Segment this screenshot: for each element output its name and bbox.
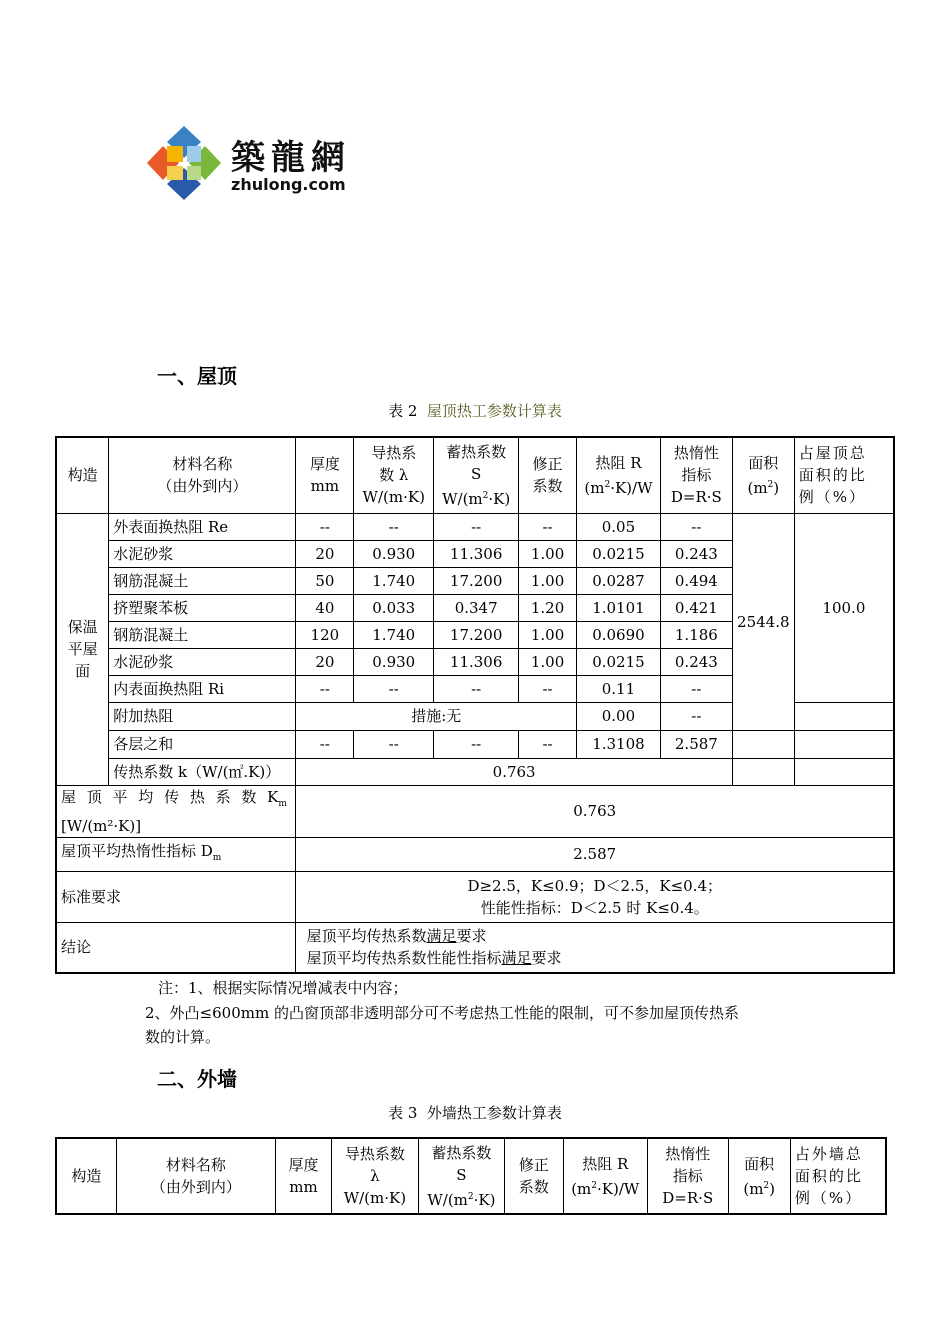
cell: -- [354, 730, 434, 758]
material-name: 钢筋混凝土 [109, 621, 296, 648]
header-cell: 占屋顶总 面积的比 例（%） [794, 437, 894, 513]
empty-cell [732, 730, 794, 758]
cell: 1.00 [519, 648, 577, 675]
table-caption-roof: 表 2 屋顶热工参数计算表 [388, 402, 562, 420]
table-row [56, 785, 894, 837]
header-cell: 材料名称 （由外到内） [109, 437, 296, 513]
cell: 2.587 [660, 730, 732, 758]
cell: -- [434, 675, 519, 702]
header-cell: 修正 系数 [519, 437, 577, 513]
cell: 0.11 [576, 675, 660, 702]
standard-line1: D≥2.5，K≤0.9；D＜2.5，K≤0.4； [467, 876, 723, 895]
cell: 1.740 [354, 621, 434, 648]
header-cell: 占外墙总 面积的比 例（%） [790, 1138, 886, 1214]
cell: -- [434, 513, 519, 540]
cell: 0.0215 [576, 648, 660, 675]
material-name: 钢筋混凝土 [109, 567, 296, 594]
empty-cell [732, 758, 794, 785]
header-cell: 热惰性 指标 D=R·S [660, 437, 732, 513]
cell: 0.347 [434, 594, 519, 621]
section-heading-wall: 二、外墙 [157, 1067, 237, 1091]
header-cell: 导热系数 λ W/(m·K) [332, 1138, 419, 1214]
logo-english-text: zhulong.com [231, 175, 346, 194]
cell: 1.186 [660, 621, 732, 648]
note-2: 2、外凸≤600mm 的凸窗顶部非透明部分可不考虑热工性能的限制，可不参加屋顶传热系 [145, 1004, 739, 1022]
note-1: 注：1、根据实际情况增减表中内容； [158, 979, 408, 997]
cell: 40 [296, 594, 354, 621]
cell: -- [660, 675, 732, 702]
standard-line2: 性能性指标：D＜2.5 时 K≤0.4。 [480, 898, 709, 917]
dm-value-cell: 2.587 [296, 837, 894, 871]
wall-table [55, 1137, 887, 1215]
cell: 1.20 [519, 594, 577, 621]
empty-cell [794, 730, 894, 758]
header-cell: 热阻 R $(m^2\cdot K)/W$ [576, 437, 660, 513]
conclusion-result: 满足 [501, 949, 532, 968]
header-cell: 厚度 mm [275, 1138, 331, 1214]
cell: 0.243 [660, 540, 732, 567]
cell: -- [354, 513, 434, 540]
material-name: 各层之和 [109, 730, 296, 758]
material-name: 挤塑聚苯板 [109, 594, 296, 621]
material-name: 水泥砂浆 [109, 540, 296, 567]
header-cell: 面积 $(m^2)$ [732, 437, 794, 513]
cell: 120 [296, 621, 354, 648]
header-cell: 修正 系数 [505, 1138, 563, 1214]
cell: 17.200 [434, 567, 519, 594]
km-sub: m [278, 798, 287, 809]
header-cell: 蓄热系数 S $W/(m^2\cdot K)$ [434, 437, 519, 513]
cell: 0.930 [354, 648, 434, 675]
cell: 11.306 [434, 648, 519, 675]
dm-label-cell [56, 837, 296, 871]
header-cell: 材料名称 （由外到内） [116, 1138, 275, 1214]
section-heading-roof: 一、屋顶 [157, 364, 237, 388]
cell: -- [296, 513, 354, 540]
conclusion-text: 要求 [456, 927, 487, 946]
cell: 50 [296, 567, 354, 594]
cell: 0.00 [576, 702, 660, 730]
cell: 1.0101 [576, 594, 660, 621]
cell: 0.243 [660, 648, 732, 675]
cell: -- [519, 675, 577, 702]
table-row [56, 871, 894, 922]
table-row [56, 922, 894, 973]
cell: -- [296, 675, 354, 702]
area-cell: 2544.8 [732, 513, 794, 730]
km-value-cell: 0.763 [296, 785, 894, 837]
cell: 1.00 [519, 567, 577, 594]
cell: 0.033 [354, 594, 434, 621]
conclusion-text: 屋顶平均传热系数性能性指标 [306, 949, 502, 968]
conclusion-label-cell: 结论 [56, 922, 296, 973]
header-cell: 蓄热系数 S $W/(m^2\cdot K)$ [418, 1138, 505, 1214]
cell: -- [660, 702, 732, 730]
zhulong-logo [143, 122, 363, 204]
cell: 1.00 [519, 621, 577, 648]
material-name: 内表面换热阻 Ri [109, 675, 296, 702]
standard-value-cell [296, 871, 894, 922]
table-row [56, 758, 894, 785]
header-cell: 面积 $(m^2)$ [728, 1138, 790, 1214]
header-cell: 构造 [56, 437, 109, 513]
cell: 1.3108 [576, 730, 660, 758]
cell: 17.200 [434, 621, 519, 648]
note-3: 数的计算。 [145, 1028, 221, 1046]
cell: 11.306 [434, 540, 519, 567]
measure-cell: 措施:无 [296, 702, 577, 730]
cell: 0.05 [576, 513, 660, 540]
header-cell: 导热系 数 λ W/(m·K) [354, 437, 434, 513]
k-value-cell: 0.763 [296, 758, 732, 785]
km-label-cell [56, 785, 296, 837]
wall-header-row [56, 1138, 886, 1214]
table-caption-wall: 表 3 外墙热工参数计算表 [388, 1104, 562, 1122]
header-cell: 构造 [56, 1138, 116, 1214]
cell: 0.0215 [576, 540, 660, 567]
cell: 0.421 [660, 594, 732, 621]
ratio-cell: 100.0 [794, 513, 894, 702]
cell: 0.930 [354, 540, 434, 567]
cell: 20 [296, 648, 354, 675]
material-name: 水泥砂浆 [109, 648, 296, 675]
cell: 1.740 [354, 567, 434, 594]
conclusion-text: 屋顶平均传热系数 [306, 927, 427, 946]
material-name: 外表面换热阻 Re [109, 513, 296, 540]
conclusion-value-cell [296, 922, 894, 973]
logo-cube-icon [143, 122, 225, 204]
km-label: 屋 顶 平 均 传 热 系 数 K [61, 787, 279, 806]
cell: -- [519, 513, 577, 540]
cell: 20 [296, 540, 354, 567]
cell: -- [660, 513, 732, 540]
structure-cell: 保温 平屋 面 [56, 513, 109, 785]
conclusion-result: 满足 [426, 927, 457, 946]
cell: 1.00 [519, 540, 577, 567]
cell: -- [519, 730, 577, 758]
km-unit: [W/(m²·K)] [61, 816, 142, 835]
header-cell: 热惰性 指标 D=R·S [648, 1138, 728, 1214]
cell: -- [434, 730, 519, 758]
material-name: 附加热阻 [109, 702, 296, 730]
header-cell: 热阻 R $(m^2\cdot K)/W$ [563, 1138, 648, 1214]
roof-table [55, 436, 895, 974]
cell: 0.494 [660, 567, 732, 594]
conclusion-text: 要求 [531, 949, 562, 968]
header-cell: 厚度 mm [296, 437, 354, 513]
cell: 0.0287 [576, 567, 660, 594]
material-name: 传热系数 k（W/(㎡.K)） [109, 758, 296, 785]
logo-chinese-text: 築龍網 [231, 138, 351, 178]
dm-label: 屋顶平均热惰性指标 D [61, 841, 213, 860]
empty-cell [794, 758, 894, 785]
standard-label-cell: 标准要求 [56, 871, 296, 922]
cell: 0.0690 [576, 621, 660, 648]
roof-header-row [56, 437, 894, 513]
cell: -- [296, 730, 354, 758]
dm-sub: m [212, 852, 222, 863]
empty-cell [794, 702, 894, 730]
cell: -- [354, 675, 434, 702]
table-row [56, 837, 894, 871]
table-row [56, 513, 894, 540]
table-row [56, 730, 894, 758]
